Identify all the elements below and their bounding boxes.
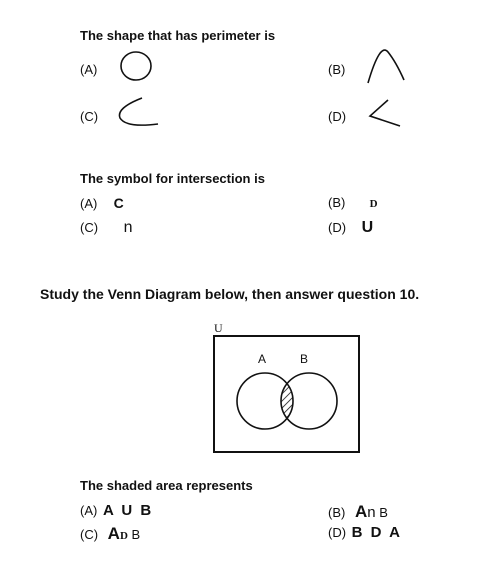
open-curve-shape-icon bbox=[114, 96, 174, 136]
q1-option-d[interactable] bbox=[328, 109, 356, 124]
q1-option-a-label: (A) bbox=[80, 62, 98, 77]
q3-option-c-end: B bbox=[131, 527, 141, 542]
question-1-text: The shape that has perimeter is bbox=[80, 28, 276, 43]
q3-option-a-label: (A) bbox=[80, 503, 98, 518]
open-angle-shape-icon bbox=[366, 96, 406, 136]
q1-option-b-label: (B) bbox=[328, 62, 346, 77]
open-arch-shape-icon bbox=[364, 48, 414, 88]
q3-option-c-label: (C) bbox=[80, 527, 99, 542]
q2-option-c-value: n bbox=[123, 219, 133, 236]
q1-option-b[interactable] bbox=[328, 62, 356, 77]
q1-option-c-label: (C) bbox=[80, 109, 99, 124]
venn-instruction: Study the Venn Diagram below, then answer question 10. bbox=[40, 286, 420, 302]
q2-option-c[interactable] bbox=[80, 219, 133, 237]
q3-option-c[interactable] bbox=[80, 524, 140, 544]
q3-option-a-value: A U B bbox=[102, 502, 154, 519]
q2-option-a-label: (A) bbox=[80, 196, 98, 211]
q2-option-a-value: C bbox=[113, 195, 124, 211]
q3-option-b-end: B bbox=[379, 505, 388, 520]
q3-option-d-value: B D A bbox=[351, 524, 402, 541]
q3-option-b-middle: n bbox=[367, 504, 376, 521]
circle-shape-icon bbox=[118, 49, 158, 85]
q2-option-c-label: (C) bbox=[80, 220, 99, 235]
q1-option-a[interactable] bbox=[80, 62, 108, 77]
venn-set-b-label: B bbox=[300, 352, 309, 366]
q3-option-b[interactable] bbox=[328, 502, 388, 522]
q1-option-c[interactable] bbox=[80, 109, 108, 124]
venn-universal-label: U bbox=[214, 321, 223, 335]
q3-option-b-label: (B) bbox=[328, 505, 346, 520]
q3-option-d[interactable] bbox=[328, 524, 402, 541]
q1-option-d-label: (D) bbox=[328, 109, 347, 124]
question-3-text: The shaded area represents bbox=[80, 478, 253, 493]
venn-set-a-label: A bbox=[258, 352, 267, 366]
q2-option-b-value: D bbox=[369, 198, 378, 210]
q3-option-c-middle: D bbox=[119, 530, 128, 542]
q2-option-b[interactable] bbox=[328, 195, 378, 210]
venn-diagram bbox=[213, 335, 363, 455]
q3-option-b-symbol: A bbox=[354, 502, 368, 521]
q2-option-a[interactable] bbox=[80, 195, 124, 211]
q3-option-d-label: (D) bbox=[328, 525, 347, 540]
q2-option-b-label: (B) bbox=[328, 195, 346, 210]
q2-option-d[interactable] bbox=[328, 219, 373, 237]
q2-option-d-label: (D) bbox=[328, 220, 347, 235]
q3-option-a[interactable] bbox=[80, 502, 153, 519]
q2-option-d-value: U bbox=[361, 219, 374, 236]
question-2-text: The symbol for intersection is bbox=[80, 171, 265, 186]
q3-option-c-symbol: A bbox=[107, 524, 120, 543]
